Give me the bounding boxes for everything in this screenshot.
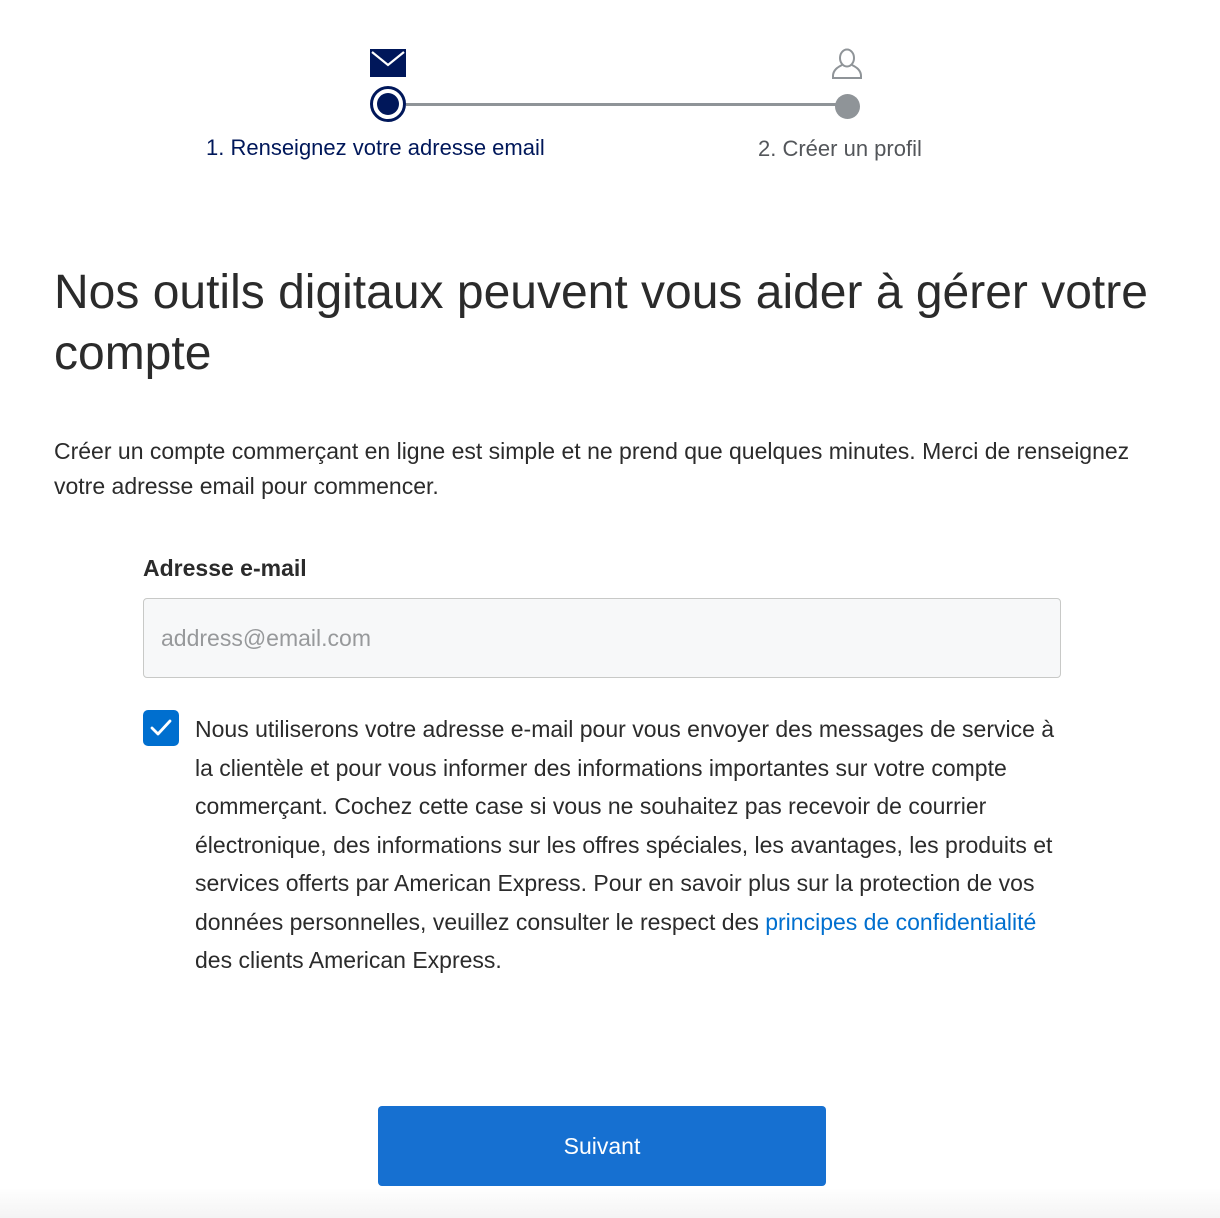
step-connector-line (406, 103, 842, 106)
envelope-icon (370, 49, 406, 77)
consent-text-part: des clients American Express. (195, 947, 502, 973)
consent-text (195, 710, 1065, 980)
intro-text: Créer un compte commerçant en ligne est simple et ne prend que quelques minutes. Merci de renseignez votre adresse email pour commencer. (54, 438, 1130, 499)
page-bottom-edge (0, 1188, 1220, 1218)
consent-text-part: Nous utiliserons votre adresse e-mail pour vous envoyer des messages de service à la clientèle et pour vous informer des informations importantes sur votre compte commerçant. Cochez cette case si vous ne souhaitez pas recevoir de courrier électronique, des informations sur les offres spéciales, les avantages, les produits et services offerts par American Express. Pour en savoir plus sur la protection de vos données personnelles, veuillez consulter le respect des (195, 716, 1055, 935)
email-label: Adresse e-mail (143, 555, 307, 581)
progress-stepper (0, 0, 1220, 200)
step-1-indicator (370, 86, 406, 122)
step-2-label: 2. Créer un profil (758, 136, 922, 161)
user-icon (829, 46, 865, 82)
privacy-policy-link[interactable]: principes de confidentialité (765, 908, 1037, 935)
step-1-label: 1. Renseignez votre adresse email (206, 135, 545, 160)
checkmark-icon (150, 718, 172, 738)
email-field[interactable] (143, 598, 1061, 678)
next-button[interactable]: Suivant (378, 1106, 826, 1186)
step-2-indicator (835, 94, 860, 119)
consent-checkbox[interactable] (143, 710, 179, 746)
page-title: Nos outils digitaux peuvent vous aider à gérer votre compte (54, 266, 1148, 380)
